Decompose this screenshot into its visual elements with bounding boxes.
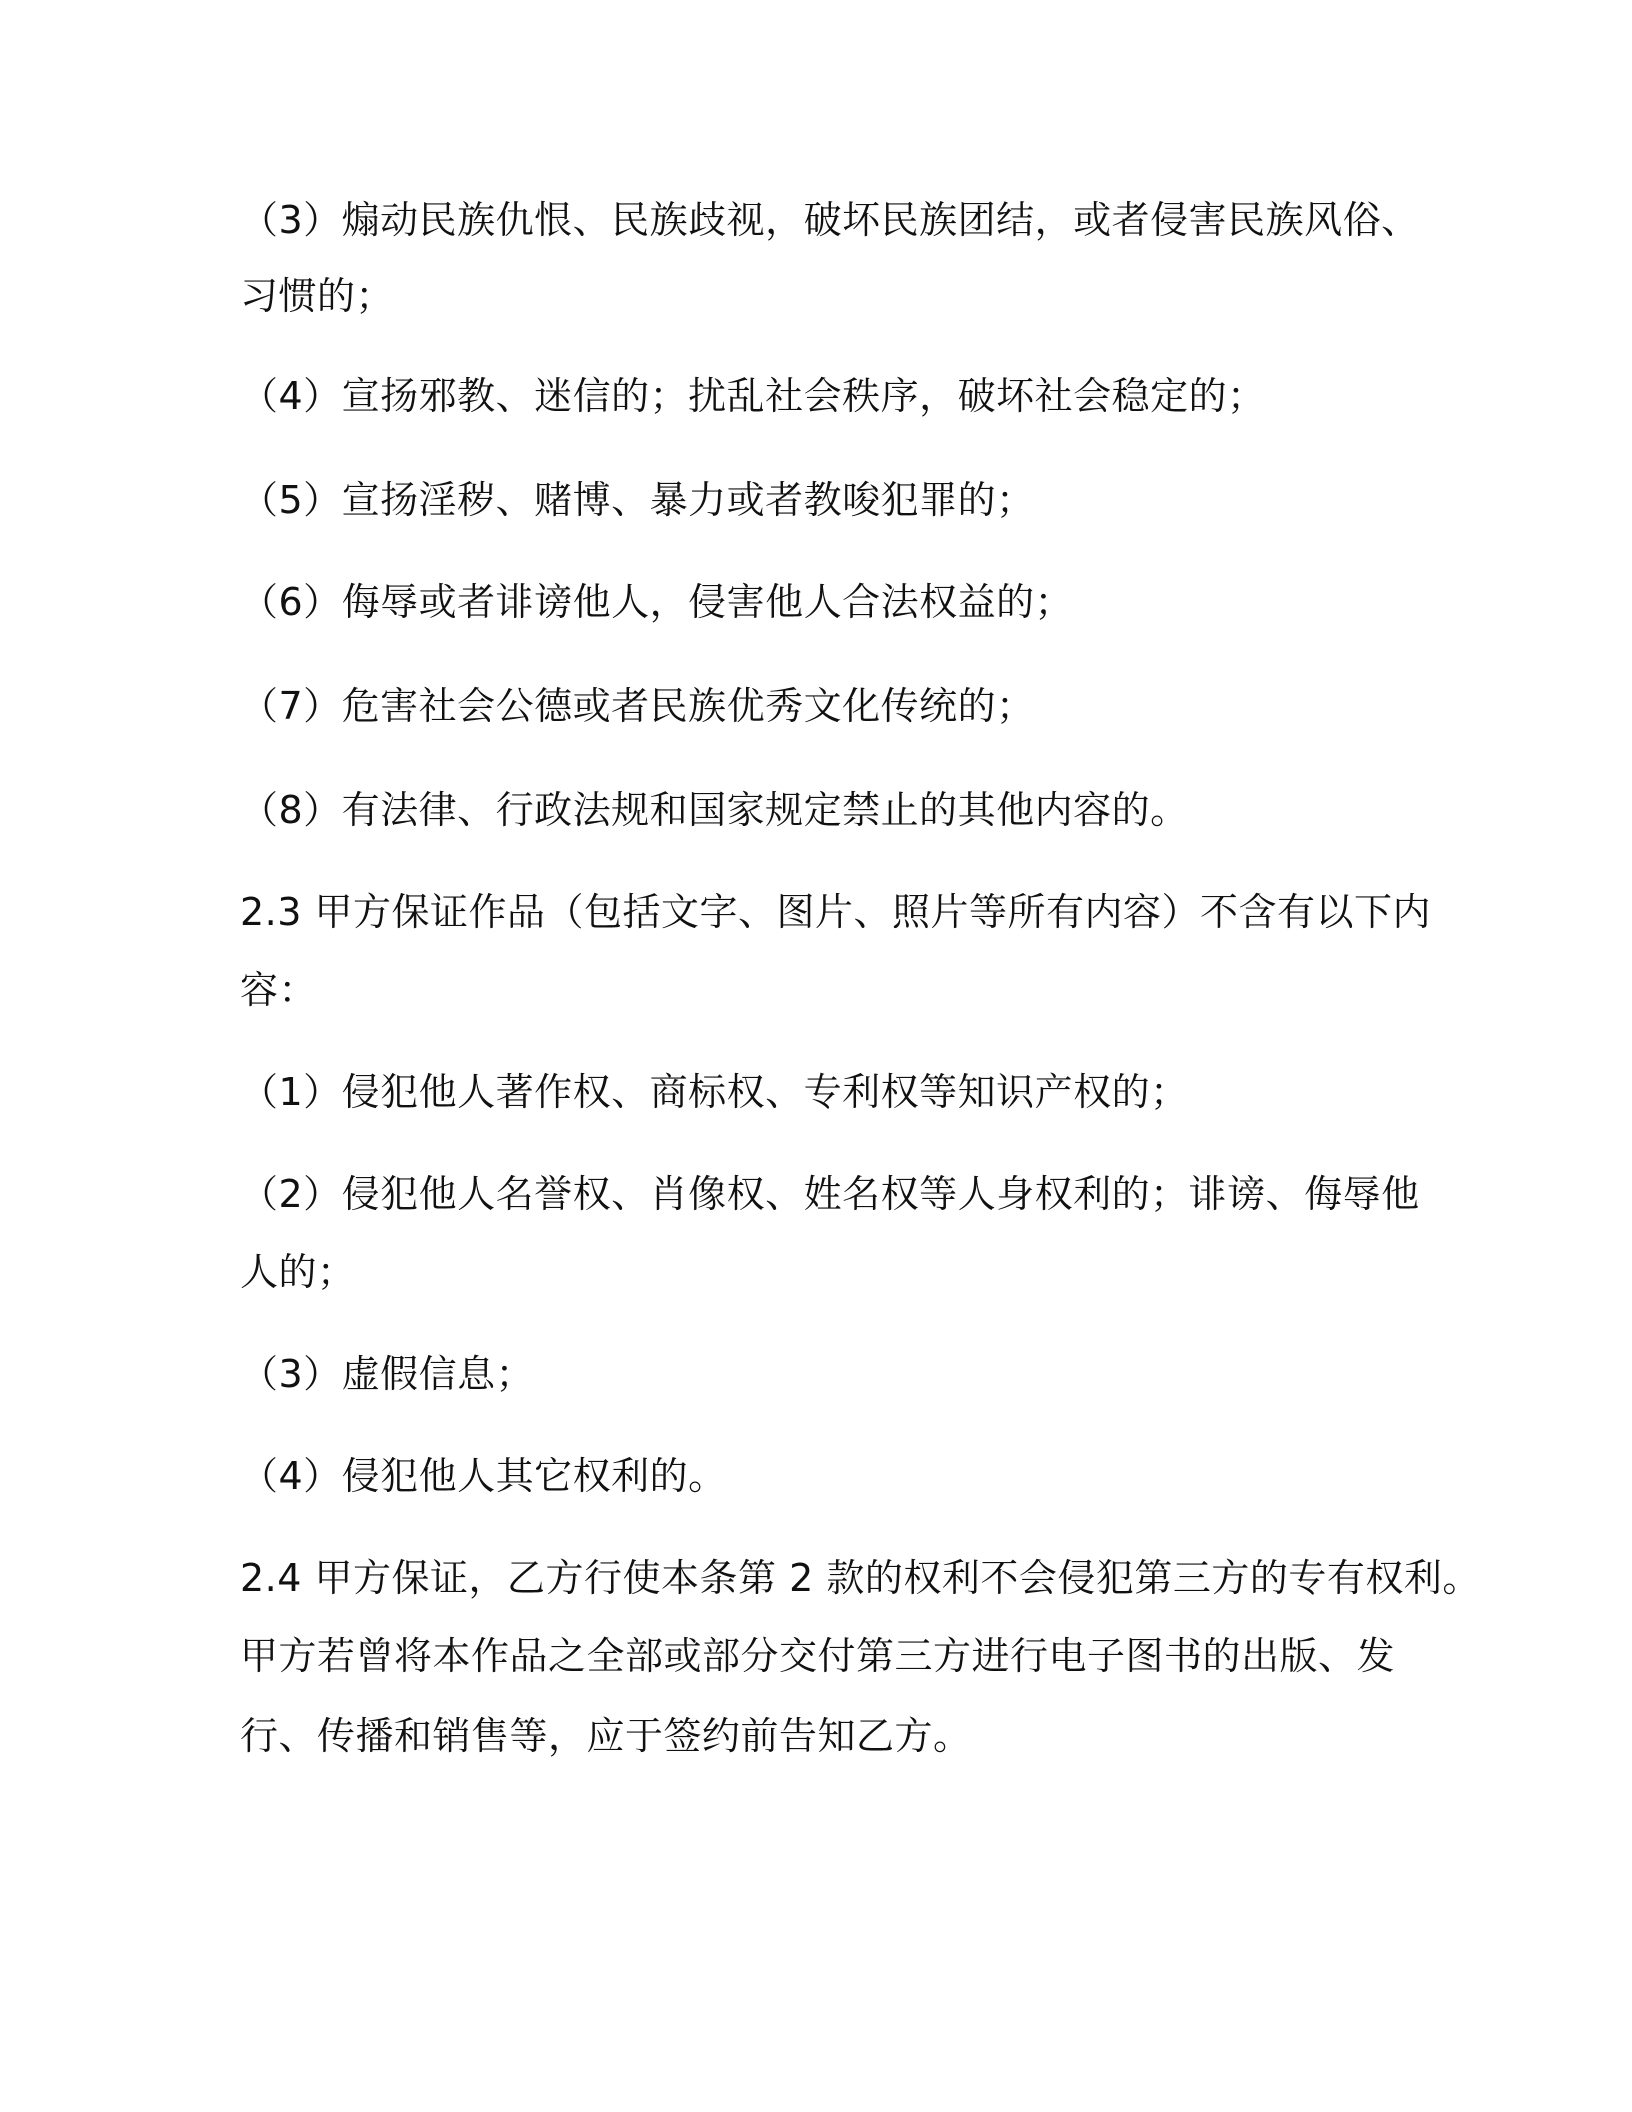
clause-3-line-2: 习惯的；: [240, 274, 395, 318]
section-2-3-item-1: （1）侵犯他人著作权、商标权、专利权等知识产权的；: [240, 1070, 1189, 1114]
section-2-3-item-3: （3）虚假信息；: [240, 1352, 535, 1396]
section-2-4-line-2: 甲方若曾将本作品之全部或部分交付第三方进行电子图书的出版、发: [240, 1634, 1396, 1678]
section-2-3-line-1: 2.3 甲方保证作品（包括文字、图片、照片等所有内容）不含有以下内: [240, 890, 1432, 934]
clause-4: （4）宣扬邪教、迷信的；扰乱社会秩序，破坏社会稳定的；: [240, 374, 1266, 418]
section-2-3-item-2-line-2: 人的；: [240, 1250, 356, 1294]
section-2-3-line-2: 容：: [240, 968, 318, 1012]
section-2-3-item-2-line-1: （2）侵犯他人名誉权、肖像权、姓名权等人身权利的；诽谤、侮辱他: [240, 1172, 1420, 1216]
clause-6: （6）侮辱或者诽谤他人，侵害他人合法权益的；: [240, 580, 1074, 624]
section-2-4-line-3: 行、传播和销售等，应于签约前告知乙方。: [240, 1714, 972, 1758]
section-2-3-item-4: （4）侵犯他人其它权利的。: [240, 1454, 727, 1498]
section-2-4-line-1: 2.4 甲方保证，乙方行使本条第 2 款的权利不会侵犯第三方的专有权利。: [240, 1556, 1481, 1600]
clause-8: （8）有法律、行政法规和国家规定禁止的其他内容的。: [240, 788, 1189, 832]
clause-7: （7）危害社会公德或者民族优秀文化传统的；: [240, 684, 1035, 728]
clause-3-line-1: （3）煽动民族仇恨、民族歧视，破坏民族团结，或者侵害民族风俗、: [240, 198, 1420, 242]
clause-5: （5）宣扬淫秽、赌博、暴力或者教唆犯罪的；: [240, 478, 1035, 522]
